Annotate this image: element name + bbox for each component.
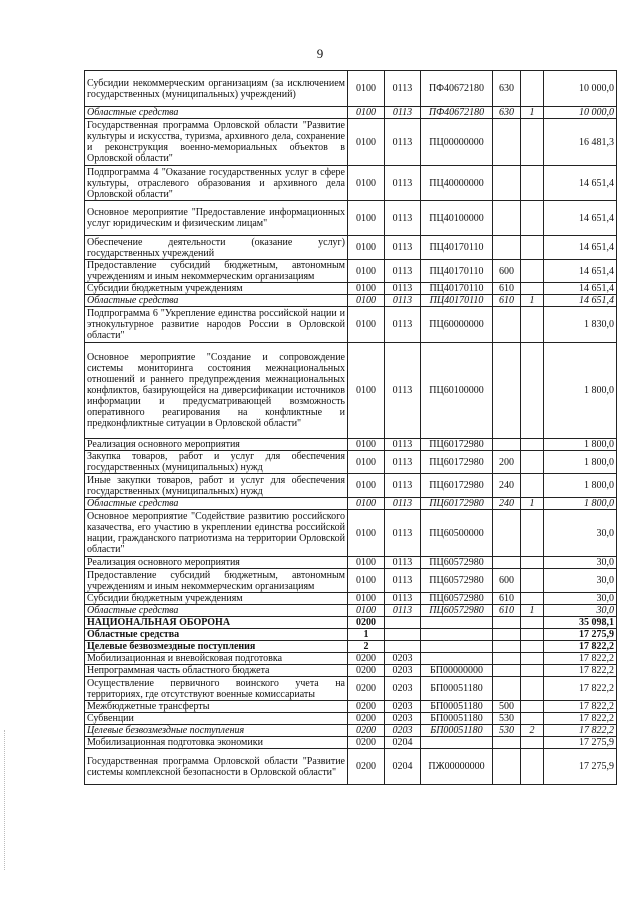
funding-source-cell <box>521 439 544 451</box>
funding-source-cell <box>521 307 544 343</box>
target-article-cell: БП00051180 <box>421 677 493 701</box>
amount-cell: 17 822,2 <box>544 713 617 725</box>
expense-type-cell: 200 <box>493 451 521 474</box>
subsection-code-cell: 0203 <box>385 701 421 713</box>
funding-source-cell <box>521 677 544 701</box>
subsection-code-cell <box>385 629 421 641</box>
amount-cell: 17 822,2 <box>544 701 617 713</box>
section-code-cell: 0100 <box>348 510 385 557</box>
row-name-cell: Иные закупки товаров, работ и услуг для обеспечения государственных (муниципальных) нужд <box>85 474 348 498</box>
expense-type-cell: 630 <box>493 71 521 107</box>
funding-source-cell <box>521 119 544 166</box>
section-code-cell: 0100 <box>348 343 385 439</box>
budget-table <box>84 70 617 785</box>
amount-cell: 1 800,0 <box>544 439 617 451</box>
expense-type-cell: 600 <box>493 260 521 283</box>
subsection-code-cell: 0113 <box>385 260 421 283</box>
expense-type-cell <box>493 557 521 569</box>
target-article-cell: ПЦ60100000 <box>421 343 493 439</box>
row-name-cell: Государственная программа Орловской области "Развитие системы комплексной безопасности в Орловской области" <box>85 749 348 785</box>
amount-cell: 17 275,9 <box>544 629 617 641</box>
amount-cell: 14 651,4 <box>544 295 617 307</box>
target-article-cell: ПЦ40170110 <box>421 295 493 307</box>
section-code-cell: 0200 <box>348 701 385 713</box>
table-row <box>85 166 617 201</box>
table-row <box>85 725 617 737</box>
expense-type-cell <box>493 665 521 677</box>
table-row <box>85 439 617 451</box>
subsection-code-cell: 0113 <box>385 439 421 451</box>
target-article-cell: ПЦ60172980 <box>421 474 493 498</box>
amount-cell: 1 800,0 <box>544 474 617 498</box>
table-row <box>85 605 617 617</box>
funding-source-cell <box>521 701 544 713</box>
row-name-cell: Областные средства <box>85 498 348 510</box>
funding-source-cell: 2 <box>521 725 544 737</box>
row-name-cell: Осуществление первичного воинского учета на территориях, где отсутствуют военные комиссариаты <box>85 677 348 701</box>
amount-cell: 30,0 <box>544 605 617 617</box>
funding-source-cell: 1 <box>521 295 544 307</box>
row-name-cell: Предоставление субсидий бюджетным, автономным учреждениям и иным некоммерческим организациям <box>85 260 348 283</box>
target-article-cell: БП00051180 <box>421 725 493 737</box>
table-row <box>85 343 617 439</box>
expense-type-cell <box>493 653 521 665</box>
table-row <box>85 713 617 725</box>
target-article-cell: ПЦ60572980 <box>421 569 493 593</box>
expense-type-cell: 600 <box>493 569 521 593</box>
amount-cell: 1 830,0 <box>544 307 617 343</box>
funding-source-cell: 1 <box>521 498 544 510</box>
subsection-code-cell: 0113 <box>385 119 421 166</box>
subsection-code-cell: 0113 <box>385 451 421 474</box>
expense-type-cell <box>493 629 521 641</box>
row-name-cell: Областные средства <box>85 107 348 119</box>
section-code-cell: 0200 <box>348 665 385 677</box>
funding-source-cell <box>521 236 544 260</box>
table-row <box>85 451 617 474</box>
target-article-cell: ПЦ40100000 <box>421 201 493 236</box>
row-name-cell: Целевые безвозмездные поступления <box>85 641 348 653</box>
section-code-cell: 0200 <box>348 617 385 629</box>
section-code-cell: 0100 <box>348 569 385 593</box>
table-row <box>85 71 617 107</box>
expense-type-cell <box>493 201 521 236</box>
expense-type-cell <box>493 641 521 653</box>
table-row <box>85 119 617 166</box>
subsection-code-cell: 0113 <box>385 569 421 593</box>
target-article-cell: БП00051180 <box>421 701 493 713</box>
row-name-cell: Субсидии бюджетным учреждениям <box>85 593 348 605</box>
section-code-cell: 0100 <box>348 498 385 510</box>
section-code-cell: 0100 <box>348 451 385 474</box>
subsection-code-cell: 0203 <box>385 653 421 665</box>
target-article-cell: ПЦ40000000 <box>421 166 493 201</box>
table-row <box>85 283 617 295</box>
amount-cell: 17 822,2 <box>544 653 617 665</box>
funding-source-cell <box>521 260 544 283</box>
target-article-cell: ПЦ60172980 <box>421 498 493 510</box>
amount-cell: 17 275,9 <box>544 749 617 785</box>
subsection-code-cell: 0203 <box>385 677 421 701</box>
amount-cell: 14 651,4 <box>544 236 617 260</box>
amount-cell: 17 822,2 <box>544 665 617 677</box>
target-article-cell <box>421 617 493 629</box>
funding-source-cell <box>521 737 544 749</box>
table-row <box>85 295 617 307</box>
table-row <box>85 737 617 749</box>
amount-cell: 10 000,0 <box>544 71 617 107</box>
target-article-cell <box>421 653 493 665</box>
row-name-cell: Целевые безвозмездные поступления <box>85 725 348 737</box>
section-code-cell: 0100 <box>348 295 385 307</box>
row-name-cell: Основное мероприятие "Предоставление информационных услуг юридическим и физическим лицам" <box>85 201 348 236</box>
section-code-cell: 0100 <box>348 71 385 107</box>
section-code-cell: 0100 <box>348 201 385 236</box>
expense-type-cell <box>493 166 521 201</box>
subsection-code-cell: 0113 <box>385 295 421 307</box>
section-code-cell: 0200 <box>348 653 385 665</box>
funding-source-cell <box>521 557 544 569</box>
subsection-code-cell: 0203 <box>385 713 421 725</box>
expense-type-cell: 630 <box>493 107 521 119</box>
row-name-cell: Межбюджетные трансферты <box>85 701 348 713</box>
expense-type-cell <box>493 749 521 785</box>
expense-type-cell: 610 <box>493 283 521 295</box>
section-code-cell: 0100 <box>348 439 385 451</box>
row-name-cell: Субсидии некоммерческим организациям (за исключением государственных (муниципальных) учреждений) <box>85 71 348 107</box>
table-row <box>85 629 617 641</box>
section-code-cell: 0100 <box>348 593 385 605</box>
row-name-cell: НАЦИОНАЛЬНАЯ ОБОРОНА <box>85 617 348 629</box>
subsection-code-cell: 0203 <box>385 665 421 677</box>
row-name-cell: Подпрограмма 6 "Укрепление единства российской нации и этнокультурное развитие народов России в Орловской области" <box>85 307 348 343</box>
section-code-cell: 0100 <box>348 236 385 260</box>
target-article-cell: ПЦ60572980 <box>421 605 493 617</box>
target-article-cell: ПФ40672180 <box>421 71 493 107</box>
table-row <box>85 665 617 677</box>
section-code-cell: 0100 <box>348 119 385 166</box>
funding-source-cell <box>521 593 544 605</box>
table-row <box>85 701 617 713</box>
amount-cell: 1 800,0 <box>544 498 617 510</box>
row-name-cell: Основное мероприятие "Содействие развитию российского казачества, его участию в укреплении единства российской нации, гражданского патриотизма на территории Орловской области" <box>85 510 348 557</box>
expense-type-cell <box>493 439 521 451</box>
target-article-cell: ПЦ60172980 <box>421 451 493 474</box>
funding-source-cell <box>521 749 544 785</box>
table-row <box>85 510 617 557</box>
target-article-cell: БП00000000 <box>421 665 493 677</box>
section-code-cell: 0100 <box>348 283 385 295</box>
amount-cell: 35 098,1 <box>544 617 617 629</box>
expense-type-cell <box>493 510 521 557</box>
expense-type-cell: 240 <box>493 498 521 510</box>
funding-source-cell <box>521 474 544 498</box>
amount-cell: 17 275,9 <box>544 737 617 749</box>
funding-source-cell: 1 <box>521 107 544 119</box>
amount-cell: 17 822,2 <box>544 677 617 701</box>
subsection-code-cell: 0113 <box>385 71 421 107</box>
subsection-code-cell: 0113 <box>385 474 421 498</box>
expense-type-cell <box>493 677 521 701</box>
table-row <box>85 557 617 569</box>
target-article-cell: ПЖ00000000 <box>421 749 493 785</box>
subsection-code-cell: 0113 <box>385 593 421 605</box>
funding-source-cell <box>521 343 544 439</box>
row-name-cell: Мобилизационная и вневойсковая подготовка <box>85 653 348 665</box>
section-code-cell: 0100 <box>348 260 385 283</box>
table-row <box>85 236 617 260</box>
table-row <box>85 749 617 785</box>
funding-source-cell: 1 <box>521 605 544 617</box>
section-code-cell: 0200 <box>348 677 385 701</box>
target-article-cell <box>421 629 493 641</box>
amount-cell: 30,0 <box>544 510 617 557</box>
amount-cell: 30,0 <box>544 569 617 593</box>
funding-source-cell <box>521 201 544 236</box>
table-row <box>85 201 617 236</box>
target-article-cell <box>421 641 493 653</box>
expense-type-cell: 530 <box>493 713 521 725</box>
funding-source-cell <box>521 283 544 295</box>
expense-type-cell <box>493 617 521 629</box>
table-row <box>85 307 617 343</box>
row-name-cell: Подпрограмма 4 "Оказание государственных услуг в сфере культуры, отраслевого образования и архивного дела Орловской области" <box>85 166 348 201</box>
target-article-cell: ПЦ60500000 <box>421 510 493 557</box>
expense-type-cell: 240 <box>493 474 521 498</box>
amount-cell: 17 822,2 <box>544 725 617 737</box>
funding-source-cell <box>521 641 544 653</box>
subsection-code-cell: 0113 <box>385 166 421 201</box>
amount-cell: 10 000,0 <box>544 107 617 119</box>
row-name-cell: Реализация основного мероприятия <box>85 439 348 451</box>
table-row <box>85 474 617 498</box>
section-code-cell: 0200 <box>348 749 385 785</box>
amount-cell: 14 651,4 <box>544 283 617 295</box>
amount-cell: 17 822,2 <box>544 641 617 653</box>
expense-type-cell: 610 <box>493 605 521 617</box>
funding-source-cell <box>521 451 544 474</box>
target-article-cell: ПЦ40170110 <box>421 236 493 260</box>
table-row <box>85 593 617 605</box>
funding-source-cell <box>521 713 544 725</box>
subsection-code-cell: 0113 <box>385 605 421 617</box>
section-code-cell: 0200 <box>348 713 385 725</box>
amount-cell: 1 800,0 <box>544 343 617 439</box>
subsection-code-cell: 0203 <box>385 725 421 737</box>
funding-source-cell <box>521 629 544 641</box>
subsection-code-cell: 0204 <box>385 749 421 785</box>
subsection-code-cell: 0113 <box>385 343 421 439</box>
amount-cell: 14 651,4 <box>544 260 617 283</box>
row-name-cell: Субсидии бюджетным учреждениям <box>85 283 348 295</box>
subsection-code-cell: 0113 <box>385 510 421 557</box>
section-code-cell: 0200 <box>348 737 385 749</box>
expense-type-cell <box>493 236 521 260</box>
amount-cell: 14 651,4 <box>544 201 617 236</box>
target-article-cell: ПЦ00000000 <box>421 119 493 166</box>
funding-source-cell <box>521 510 544 557</box>
section-code-cell: 0100 <box>348 474 385 498</box>
expense-type-cell: 500 <box>493 701 521 713</box>
expense-type-cell <box>493 119 521 166</box>
table-row <box>85 260 617 283</box>
subsection-code-cell: 0113 <box>385 201 421 236</box>
amount-cell: 16 481,3 <box>544 119 617 166</box>
target-article-cell: ПЦ60000000 <box>421 307 493 343</box>
amount-cell: 30,0 <box>544 593 617 605</box>
table-row <box>85 677 617 701</box>
section-code-cell: 0100 <box>348 605 385 617</box>
table-row <box>85 641 617 653</box>
funding-source-cell <box>521 166 544 201</box>
section-code-cell: 1 <box>348 629 385 641</box>
row-name-cell: Предоставление субсидий бюджетным, автономным учреждениям и иным некоммерческим организациям <box>85 569 348 593</box>
funding-source-cell <box>521 71 544 107</box>
subsection-code-cell: 0113 <box>385 236 421 260</box>
target-article-cell: ПФ40672180 <box>421 107 493 119</box>
target-article-cell <box>421 737 493 749</box>
row-name-cell: Областные средства <box>85 605 348 617</box>
target-article-cell: ПЦ40170110 <box>421 260 493 283</box>
table-row <box>85 617 617 629</box>
subsection-code-cell: 0113 <box>385 107 421 119</box>
section-code-cell: 0100 <box>348 557 385 569</box>
subsection-code-cell <box>385 617 421 629</box>
expense-type-cell: 610 <box>493 593 521 605</box>
funding-source-cell <box>521 617 544 629</box>
row-name-cell: Областные средства <box>85 295 348 307</box>
section-code-cell: 0100 <box>348 166 385 201</box>
expense-type-cell <box>493 343 521 439</box>
subsection-code-cell: 0113 <box>385 307 421 343</box>
expense-type-cell: 530 <box>493 725 521 737</box>
table-row <box>85 653 617 665</box>
row-name-cell: Реализация основного мероприятия <box>85 557 348 569</box>
subsection-code-cell: 0204 <box>385 737 421 749</box>
table-row <box>85 107 617 119</box>
row-name-cell: Областные средства <box>85 629 348 641</box>
row-name-cell: Субвенции <box>85 713 348 725</box>
section-code-cell: 0100 <box>348 107 385 119</box>
row-name-cell: Государственная программа Орловской области "Развитие культуры и искусства, туризма, архивного дела, сохранение и реконструкция военно-мемориальных объектов в Орловской области" <box>85 119 348 166</box>
target-article-cell: ПЦ60172980 <box>421 439 493 451</box>
scan-edge-mark <box>4 730 11 870</box>
table-row <box>85 569 617 593</box>
subsection-code-cell: 0113 <box>385 557 421 569</box>
target-article-cell: БП00051180 <box>421 713 493 725</box>
expense-type-cell: 610 <box>493 295 521 307</box>
subsection-code-cell: 0113 <box>385 283 421 295</box>
row-name-cell: Непрограммная часть областного бюджета <box>85 665 348 677</box>
subsection-code-cell: 0113 <box>385 498 421 510</box>
amount-cell: 1 800,0 <box>544 451 617 474</box>
row-name-cell: Закупка товаров, работ и услуг для обеспечения государственных (муниципальных) нужд <box>85 451 348 474</box>
expense-type-cell <box>493 307 521 343</box>
section-code-cell: 2 <box>348 641 385 653</box>
expense-type-cell <box>493 737 521 749</box>
row-name-cell: Мобилизационная подготовка экономики <box>85 737 348 749</box>
target-article-cell: ПЦ60572980 <box>421 557 493 569</box>
funding-source-cell <box>521 569 544 593</box>
amount-cell: 14 651,4 <box>544 166 617 201</box>
target-article-cell: ПЦ60572980 <box>421 593 493 605</box>
section-code-cell: 0100 <box>348 307 385 343</box>
amount-cell: 30,0 <box>544 557 617 569</box>
table-row <box>85 498 617 510</box>
funding-source-cell <box>521 653 544 665</box>
row-name-cell: Основное мероприятие "Создание и сопровождение системы мониторинга состояния межнациональных отношений и раннего предупреждения межнациональных конфликтов, базирующейся на диверсификации источников информации и предусматривающей возможность оперативного реагирования на конфликтные и предконфликтные ситуации в Орловской области" <box>85 343 348 439</box>
page-number: 9 <box>316 46 324 61</box>
row-name-cell: Обеспечение деятельности (оказание услуг) государственных учреждений <box>85 236 348 260</box>
subsection-code-cell <box>385 641 421 653</box>
target-article-cell: ПЦ40170110 <box>421 283 493 295</box>
section-code-cell: 0200 <box>348 725 385 737</box>
funding-source-cell <box>521 665 544 677</box>
